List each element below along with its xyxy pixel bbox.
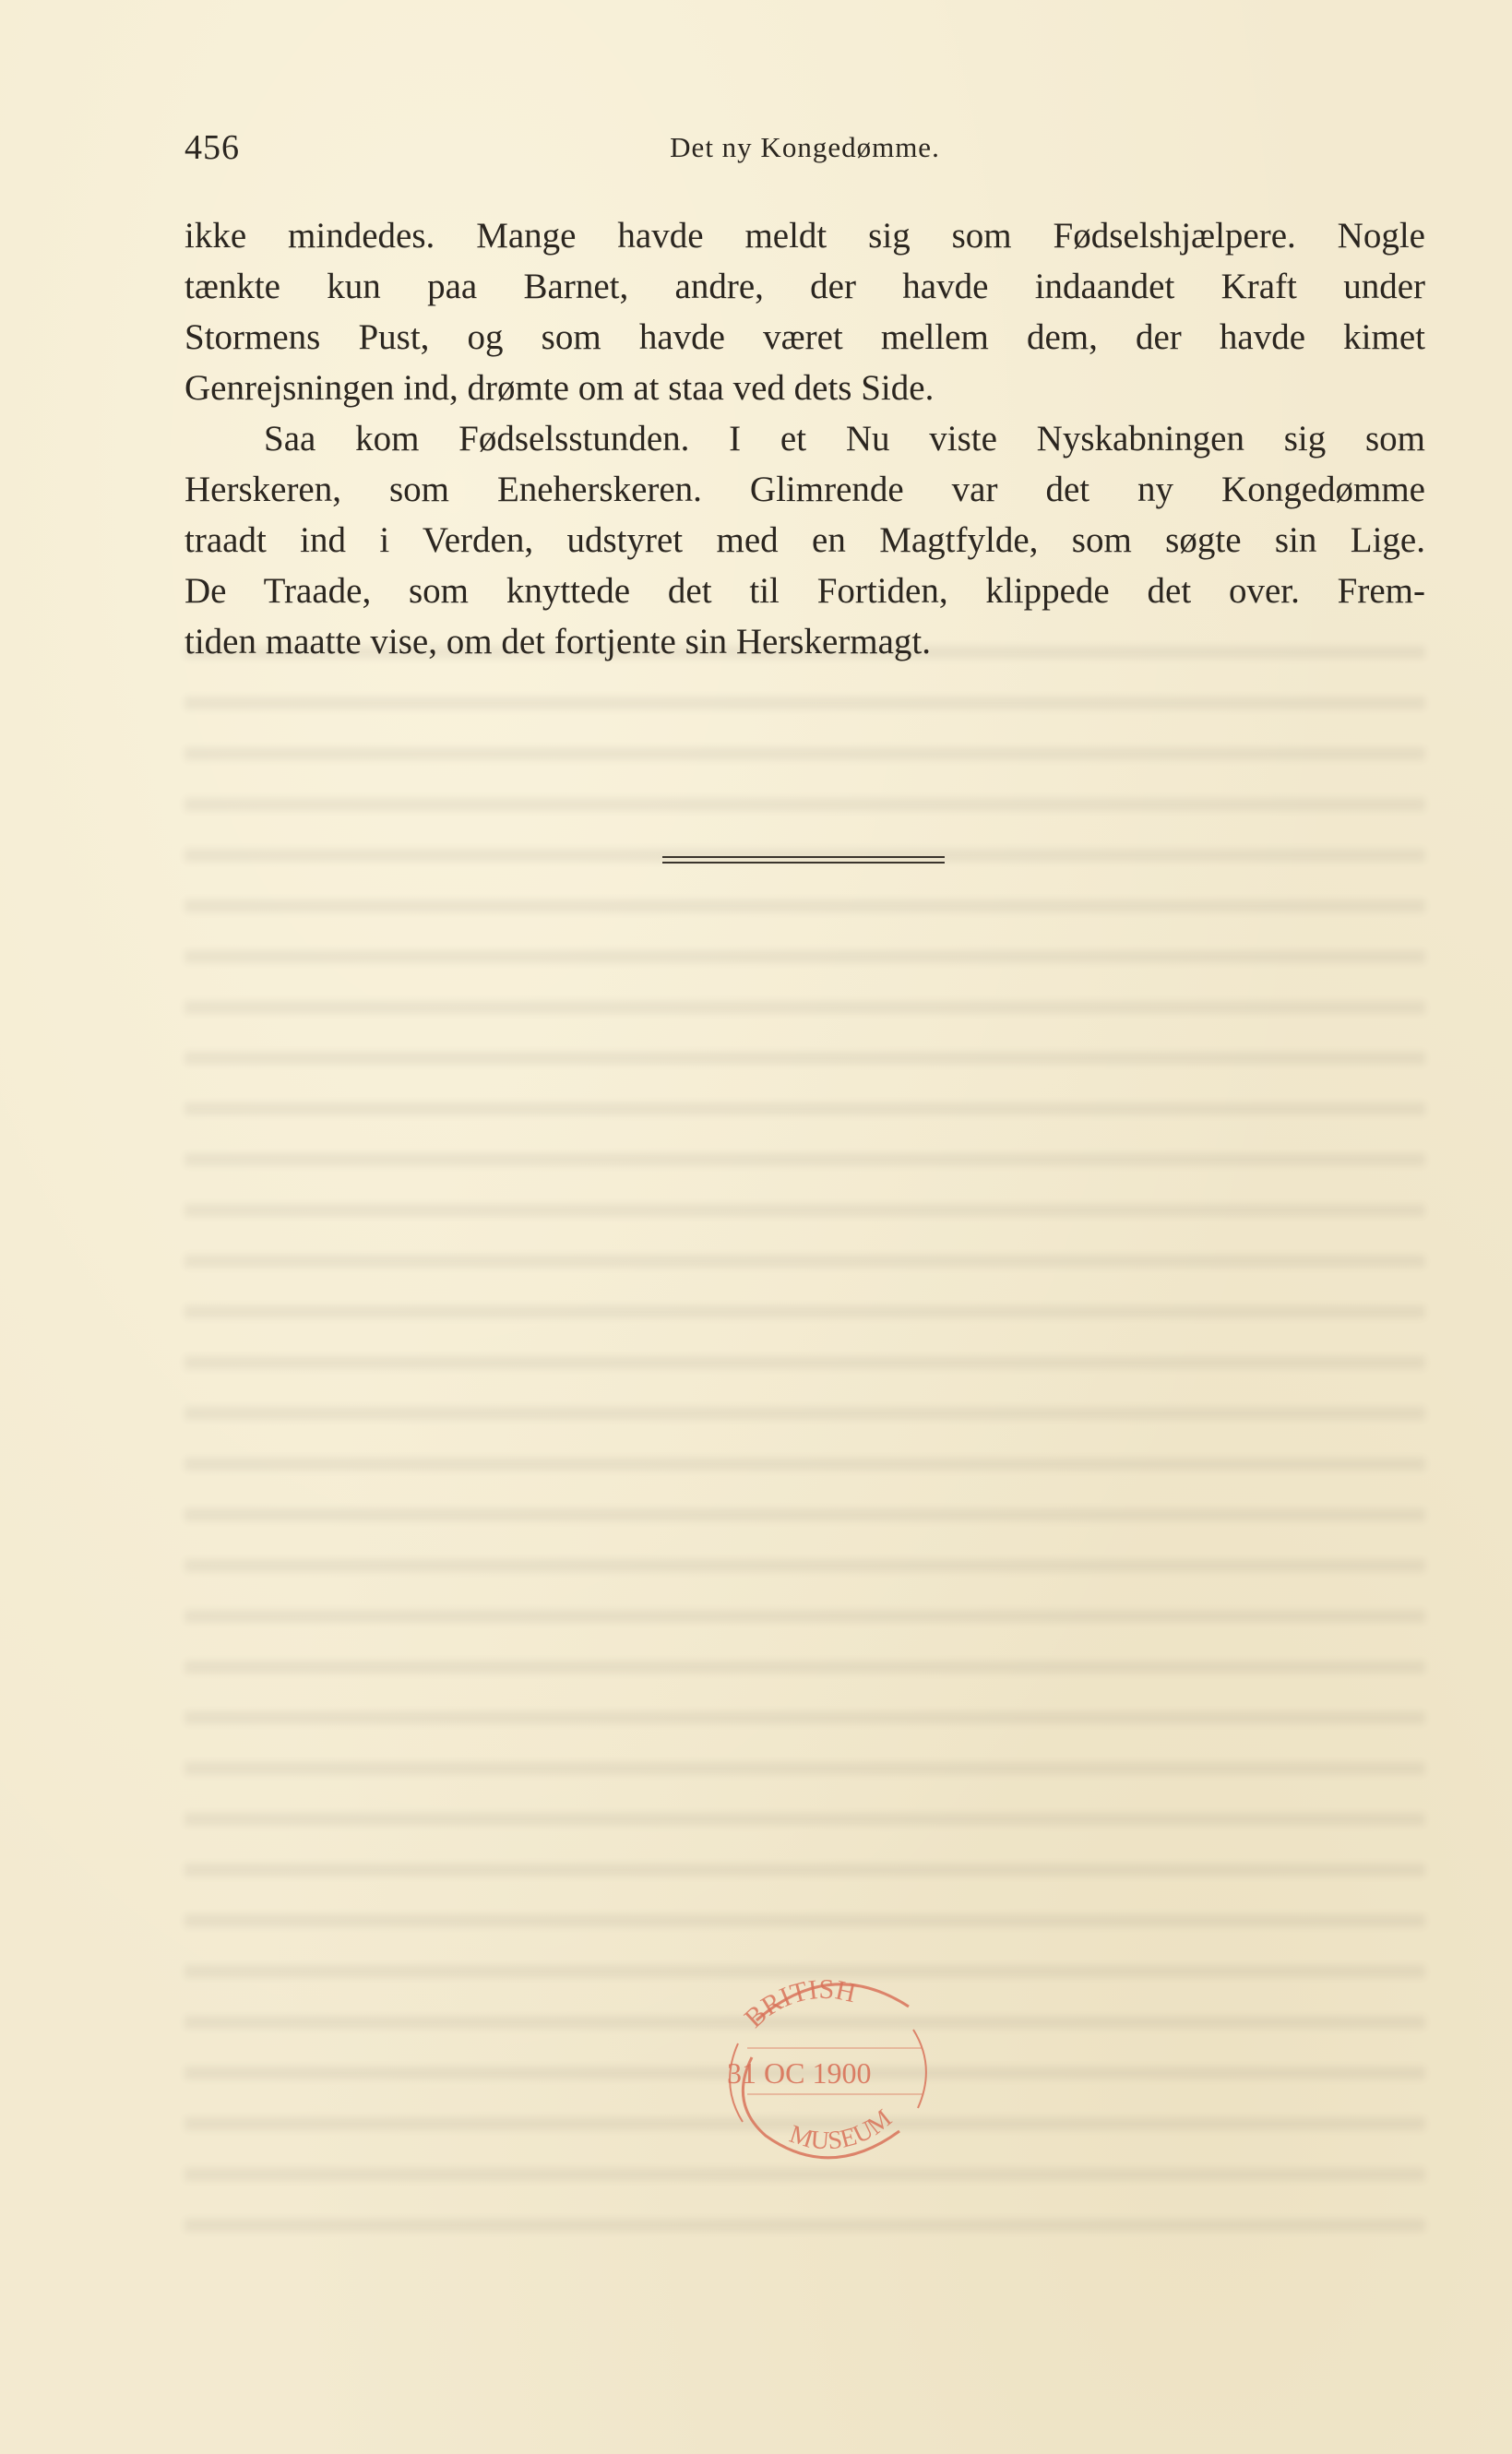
text-line: Genrejsningen ind, drømte om at staa ved dets Side. [185, 368, 935, 408]
section-divider [662, 856, 945, 865]
body-text [185, 210, 1425, 667]
text-line: traadt ind i Verden, udstyret med en Magtfylde, som søgte sin Lige. [185, 520, 1425, 560]
page-number: 456 [185, 128, 240, 167]
stamp-date: 31 OC 1900 [727, 2056, 872, 2090]
text-line: Stormens Pust, og som havde været mellem dem, der havde kimet [185, 317, 1425, 357]
text-line: Saa kom Fødselsstunden. I et Nu viste Nyskabningen sig som [264, 419, 1425, 459]
text-line: De Traade, som knyttede det til Fortiden, klippede det over. Frem- [185, 571, 1425, 611]
text-line: ikke mindedes. Mange havde meldt sig som Fødselshjælpere. Nogle [185, 216, 1425, 256]
divider-rule [662, 862, 945, 864]
running-title: Det ny Kongedømme. [670, 131, 940, 163]
library-stamp [701, 1956, 950, 2177]
stamp-top-text: BRITISH [738, 1973, 859, 2034]
stamp-graphic [701, 1956, 950, 2177]
running-head [185, 127, 1425, 173]
text-line: tænkte kun paa Barnet, andre, der havde indaandet Kraft under [185, 267, 1425, 306]
text-line: Herskeren, som Eneherskeren. Glimrende var det ny Kongedømme [185, 470, 1425, 509]
text-line: tiden maatte vise, om det fortjente sin Herskermagt. [185, 622, 932, 661]
stamp-bottom-text: MUSEUM [785, 2103, 898, 2156]
divider-rule [662, 856, 945, 858]
